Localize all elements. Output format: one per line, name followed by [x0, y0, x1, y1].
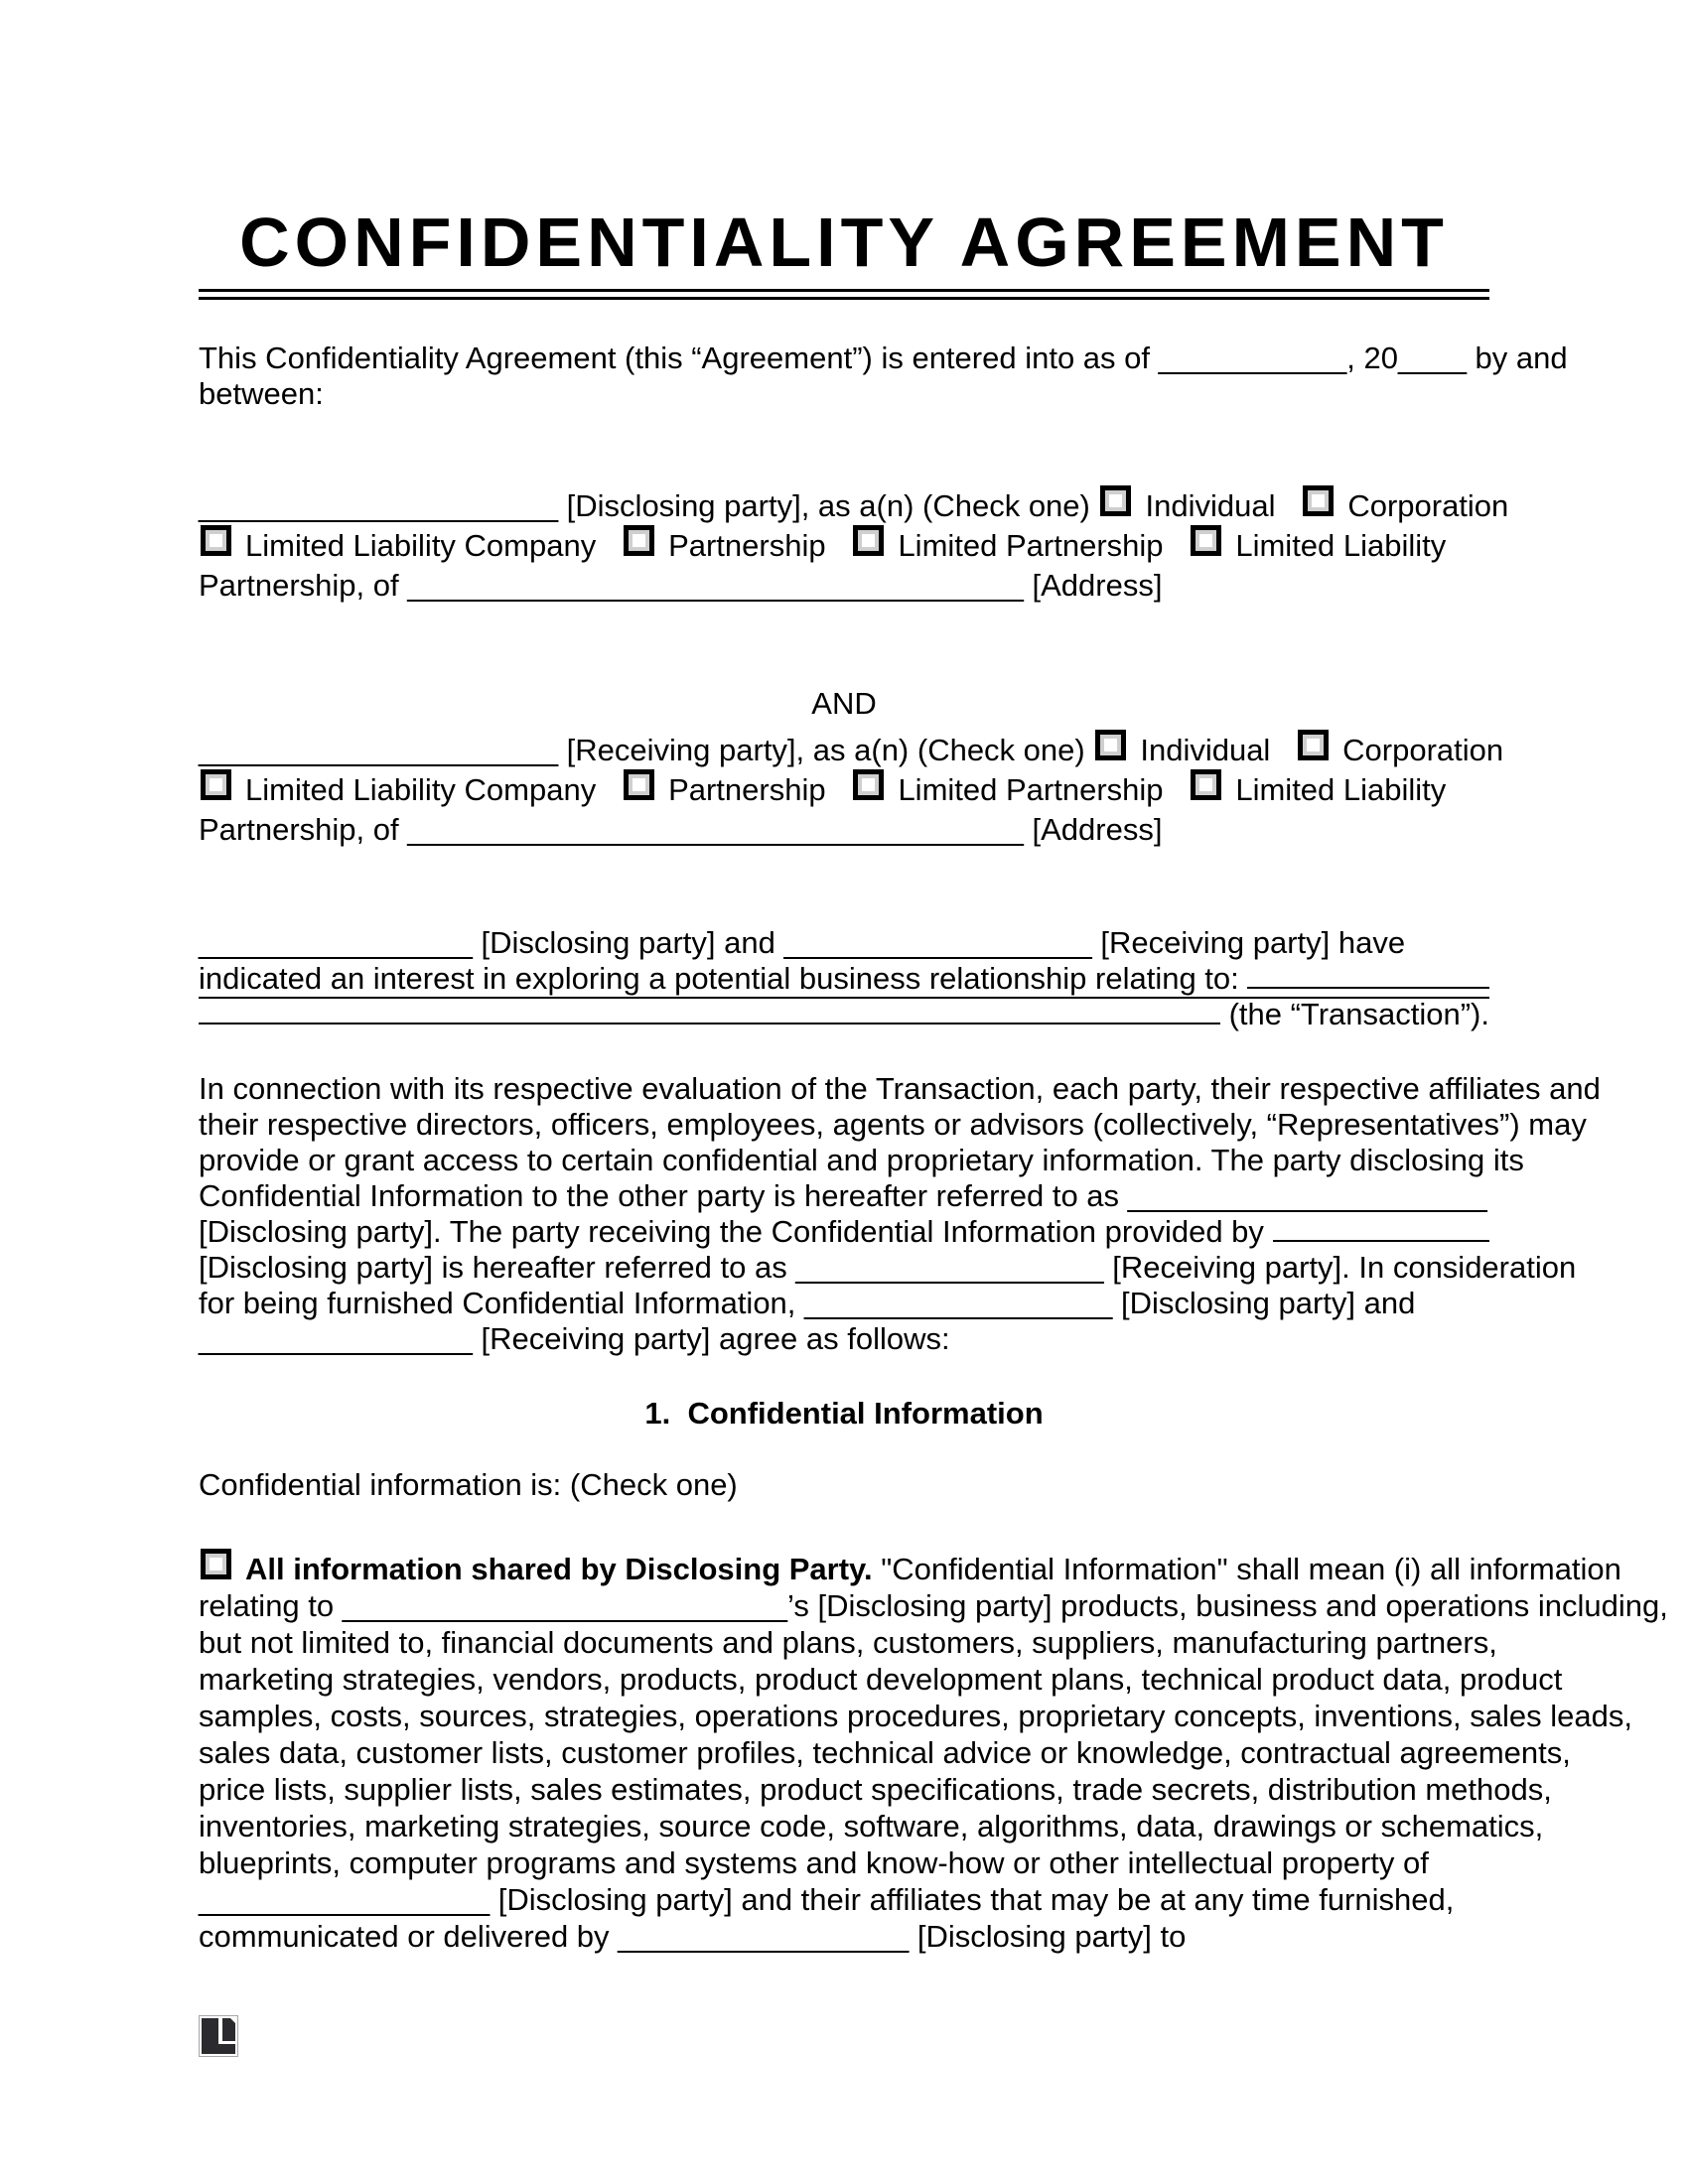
- text-line: [199, 925, 1489, 961]
- text-run: _____________________ [Receiving party], as a(n) (Check one): [199, 733, 1094, 767]
- checkbox-disclosing-llp[interactable]: [1191, 525, 1221, 556]
- text-run: Limited Liability Company: [245, 772, 623, 807]
- text-run: sales data, customer lists, customer profiles, technical advice or knowledge, contractual agreements,: [199, 1735, 1571, 1770]
- section-heading-confidential-information: 1. Confidential Information: [644, 1396, 1044, 1431]
- text-run: for being furnished Confidential Information, __________________ [Disclosing party] and: [199, 1286, 1416, 1320]
- text-line: [199, 1771, 1552, 1808]
- text-run: Partnership: [668, 772, 852, 807]
- text-line: [199, 524, 1489, 568]
- text-line: [199, 1143, 1524, 1178]
- text-line: [199, 1587, 1668, 1624]
- checkbox-disclosing-individual[interactable]: [1100, 485, 1131, 516]
- text-run: price lists, supplier lists, sales estimates, product specifications, trade secrets, distribution methods,: [199, 1772, 1552, 1807]
- text-run: ________________ [Receiving party] agree as follows:: [199, 1321, 950, 1356]
- text-line: [199, 730, 1504, 768]
- text-run: between:: [199, 376, 324, 411]
- text-line: [199, 1661, 1563, 1698]
- text-run: Confidential Information to the other party is hereafter referred to as _____________________: [199, 1178, 1487, 1213]
- text-line: [199, 997, 1489, 1032]
- text-line: [199, 1918, 1489, 1955]
- text-line: [199, 1808, 1544, 1844]
- checkbox-disclosing-llc[interactable]: [201, 525, 231, 556]
- blank-line[interactable]: [1273, 1240, 1489, 1242]
- text-line: [199, 341, 1568, 376]
- text-run: communicated or delivered by _________________ [Disclosing party] to: [199, 1919, 1187, 1954]
- checkbox-all-information[interactable]: [201, 1549, 231, 1579]
- text-run: Individual: [1140, 733, 1297, 767]
- text-run: blueprints, computer programs and systems and know-how or other intellectual property of: [199, 1845, 1429, 1880]
- text-run: ________________ [Disclosing party] and __________________ [Receiving party] have: [199, 925, 1406, 960]
- text-run: Partnership, of ____________________________________ [Address]: [199, 812, 1163, 847]
- text-run: inventories, marketing strategies, source code, software, algorithms, data, drawings or schematics,: [199, 1809, 1544, 1843]
- text-line: [199, 485, 1509, 524]
- paragraph-all-information: [199, 1549, 1668, 1955]
- text-run: (the “Transaction”).: [1219, 997, 1489, 1031]
- text-run: indicated an interest in exploring a potential business relationship relating to:: [199, 961, 1248, 996]
- checkbox-receiving-partnership[interactable]: [624, 769, 654, 800]
- paragraph-connection: [199, 1071, 1601, 1357]
- text-run: _____________________ [Disclosing party], as a(n) (Check one): [199, 488, 1099, 523]
- text-run: Limited Liability Company: [245, 528, 623, 563]
- party-disclosing-block: [199, 485, 1509, 604]
- text-run: "Confidential Information" shall mean (i) all information: [872, 1552, 1621, 1586]
- text-line: [199, 1107, 1587, 1143]
- legal-templates-logo-icon: [199, 2015, 238, 2057]
- text-run: Partnership: [668, 528, 852, 563]
- text-run: provide or grant access to certain confidential and proprietary information. The party disclosing its: [199, 1143, 1524, 1177]
- and-separator: AND: [811, 686, 877, 721]
- text-line: [199, 1071, 1601, 1107]
- text-run: This Confidentiality Agreement (this “Agreement”) is entered into as of ___________, 20____ by and: [199, 341, 1568, 375]
- text-run: Confidential information is: (Check one): [199, 1467, 738, 1502]
- checkbox-disclosing-limited-partnership[interactable]: [853, 525, 884, 556]
- text-run: In connection with its respective evaluation of the Transaction, each party, their respective affiliates and: [199, 1071, 1601, 1106]
- blank-line[interactable]: [199, 1023, 1220, 1024]
- text-run: Corporation: [1342, 733, 1504, 767]
- text-run: _________________ [Disclosing party] and their affiliates that may be at any time furnished,: [199, 1882, 1455, 1917]
- paragraph-relationship: [199, 925, 1489, 1032]
- text-run: [Disclosing party]. The party receiving the Confidential Information provided by: [199, 1214, 1273, 1249]
- text-run: Limited Partnership: [898, 772, 1190, 807]
- text-run: Limited Partnership: [898, 528, 1190, 563]
- text-run: Limited Liability: [1235, 772, 1447, 807]
- text-run: Limited Liability: [1235, 528, 1447, 563]
- text-line: [199, 1286, 1489, 1321]
- text-line: [199, 1321, 1489, 1357]
- text-line: [199, 768, 1489, 812]
- text-run: but not limited to, financial documents and plans, customers, suppliers, manufacturing partners,: [199, 1625, 1497, 1660]
- text-line: [199, 376, 1489, 412]
- text-line: [199, 1624, 1497, 1661]
- text-run: [Disclosing party] is hereafter referred to as __________________ [Receiving party]. In consideration: [199, 1250, 1577, 1285]
- checkbox-disclosing-corporation[interactable]: [1303, 485, 1334, 516]
- text-line: [199, 1734, 1571, 1771]
- text-line: [199, 1178, 1489, 1214]
- text-run: their respective directors, officers, employees, agents or advisors (collectively, “Representatives”) may: [199, 1107, 1587, 1142]
- checkbox-receiving-llp[interactable]: [1191, 769, 1221, 800]
- text-line: [199, 812, 1489, 848]
- text-line: [199, 568, 1489, 604]
- bold-text-run: All information shared by Disclosing Party.: [245, 1552, 873, 1586]
- text-line: [199, 1549, 1621, 1587]
- text-run: marketing strategies, vendors, products, product development plans, technical product data, product: [199, 1662, 1563, 1697]
- text-line: [199, 1250, 1577, 1286]
- blank-line[interactable]: [1247, 987, 1489, 989]
- text-line: [199, 1881, 1489, 1918]
- paragraph-check-one: [199, 1467, 1489, 1503]
- checkbox-receiving-llc[interactable]: [201, 769, 231, 800]
- text-run: Partnership, of ____________________________________ [Address]: [199, 568, 1163, 603]
- checkbox-disclosing-partnership[interactable]: [624, 525, 654, 556]
- checkbox-receiving-corporation[interactable]: [1298, 730, 1329, 760]
- text-line: [199, 1698, 1632, 1734]
- text-run: Corporation: [1347, 488, 1509, 523]
- text-line: [199, 1214, 1489, 1250]
- party-receiving-block: [199, 730, 1504, 848]
- text-run: relating to __________________________’s [Disclosing party] products, business and operations including,: [199, 1588, 1668, 1623]
- document-title: CONFIDENTIALITY AGREEMENT: [239, 204, 1449, 281]
- text-run: samples, costs, sources, strategies, operations procedures, proprietary concepts, inventions, sales leads,: [199, 1699, 1632, 1733]
- checkbox-receiving-limited-partnership[interactable]: [853, 769, 884, 800]
- text-line: [199, 961, 1489, 997]
- checkbox-receiving-individual[interactable]: [1095, 730, 1126, 760]
- text-run: Individual: [1145, 488, 1302, 523]
- paragraph-intro: [199, 341, 1568, 412]
- text-line: [199, 1844, 1489, 1881]
- title-double-rule: [199, 289, 1489, 300]
